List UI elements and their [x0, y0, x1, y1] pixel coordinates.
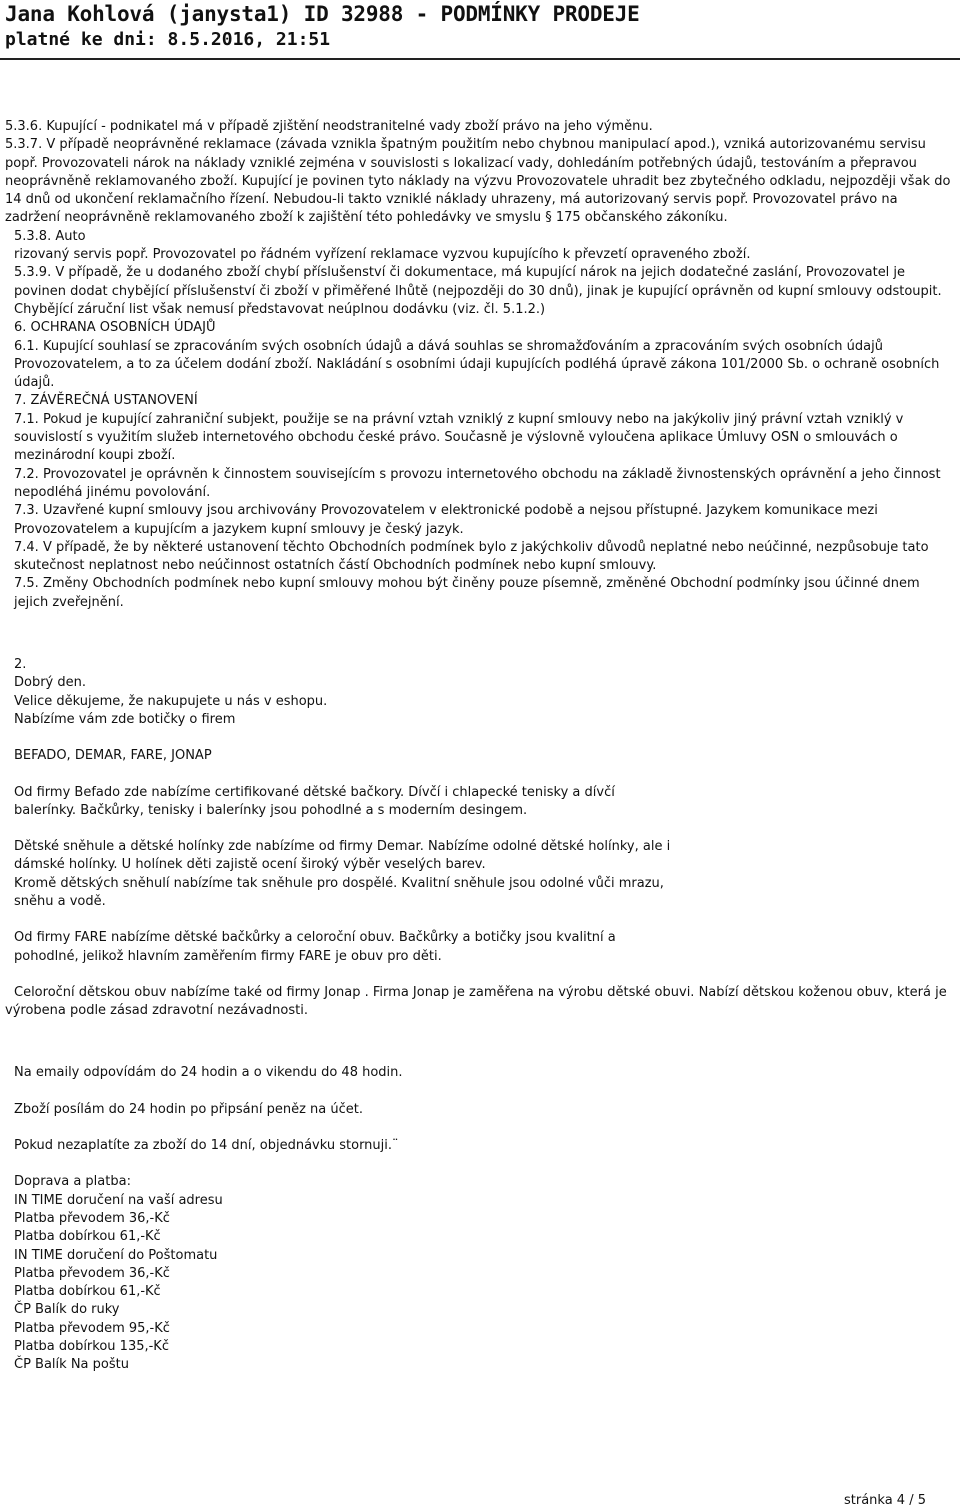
befado-paragraph: Od firmy Befado zde nabízíme certifikované dětské bačkory. Dívčí i chlapecké tenisky a dívčí balerínky. Bačkůrky, tenisky i balerínky jsou pohodlné a s moderním desingem.: [14, 784, 615, 818]
brands-line: BEFADO, DEMAR, FARE, JONAP: [14, 748, 212, 764]
delivery-item: Platba dobírkou 61,-Kč: [14, 1229, 161, 1245]
section-6-heading: 6. OCHRANA OSOBNÍCH ÚDAJŮ: [14, 320, 216, 336]
section-7-heading: 7. ZÁVĚREČNÁ USTANOVENÍ: [14, 393, 198, 409]
cancel-line: Pokud nezaplatíte za zboží do 14 dní, objednávku stornuji.¨: [14, 1138, 399, 1154]
section-2-number: 2.: [14, 657, 27, 673]
document-title: Jana Kohlová (janysta1) ID 32988 - PODMÍNKY PRODEJE: [5, 2, 640, 26]
delivery-item: ČP Balík do ruky: [14, 1302, 120, 1318]
document-body: [5, 118, 955, 1375]
delivery-item: Platba dobírkou 61,-Kč: [14, 1284, 161, 1300]
clause-5-3-8-text: rizovaný servis popř. Provozovatel po řádném vyřízení reklamace vyzvou kupujícího k převzetí opraveného zboží.: [14, 247, 751, 263]
clause-6-1: 6.1. Kupující souhlasí se zpracováním svých osobních údajů a dává souhlas se shromažďováním a zpracováním svých osobních údajů Provozovatelem, a to za účelem dodání zboží. Nakládání s osobními údaji kupujících podléhá úpravě zákona 101/2000 Sb. o ochraně osobních údajů.: [14, 338, 940, 391]
delivery-item: IN TIME doručení do Poštomatu: [14, 1247, 218, 1263]
emails-line: Na emaily odpovídám do 24 hodin a o vikendu do 48 hodin.: [14, 1065, 403, 1081]
delivery-item: Platba převodem 95,-Kč: [14, 1320, 170, 1336]
offer-line: Nabízíme vám zde botičky o firem: [14, 711, 236, 727]
spacer: [5, 612, 955, 656]
page-header: [0, 0, 960, 59]
clause-7-2: 7.2. Provozovatel je oprávněn k činnostem souvisejícím s provozu internetového obchodu na základě živnostenských oprávnění a jeho činnost nepodléhá jinému povolování.: [14, 466, 941, 500]
greeting: Dobrý den.: [14, 675, 87, 691]
document-date: platné ke dni: 8.5.2016, 21:51: [5, 29, 331, 50]
delivery-item: Platba převodem 36,-Kč: [14, 1210, 170, 1226]
seller-message: [5, 656, 955, 1375]
clause-7-5: 7.5. Změny Obchodních podmínek nebo kupní smlouvy mohou být činěny pouze písemně, změněné Obchodní podmínky jsou účinné dnem jejich zveřejnění.: [14, 576, 920, 610]
delivery-item: Platba dobírkou 135,-Kč: [14, 1339, 169, 1355]
clause-5-3-7: 5.3.7. V případě neoprávněné reklamace (závada vznikla špatným použitím nebo chybnou manipulací apod.), vzniká autorizovanému servisu popř. Provozovateli nárok na náklady vzniklé zejména v souvislosti s lokalizací vady, dohledáním potřebných údajů, testováním a přepravou neoprávněně reklamovaného zboží. Kupující je povinen tyto náklady na výzvu Provozovatele uhradit bez zbytečného odkladu, nejpozději však do 14 dnů od ukončení reklamačního řízení. Nebudou-li takto vzniklé náklady uhrazeny, má autorizovaný servis popř. Provozovatel právo na zadržení neoprávněně reklamovaného zboží k zajištění této pohledávky ve smyslu § 175 občanského zákoníku.: [5, 137, 951, 226]
shipping-line: Zboží posílám do 24 hodin po připsání peněz na účet.: [14, 1101, 364, 1117]
fare-paragraph: Od firmy FARE nabízíme dětské bačkůrky a celoroční obuv. Bačkůrky a botičky jsou kvalitní a pohodlné, jelikož hlavním zaměřením firmy FARE je obuv pro děti.: [14, 930, 616, 964]
jonap-paragraph: Celoroční dětskou obuv nabízíme také od firmy Jonap . Firma Jonap je zaměřena na výrobu dětské obuvi. Nabízí dětskou koženou obuv, která je výrobena podle zásad zdravotní nezávadnosti.: [5, 984, 947, 1019]
demar-paragraph-2: Kromě dětských sněhulí nabízíme tak sněhule pro dospělé. Kvalitní sněhule jsou odolné vůči mrazu, sněhu a vodě.: [14, 875, 664, 909]
thanks-line: Velice děkujeme, že nakupujete u nás v eshopu.: [14, 693, 328, 709]
demar-paragraph: Dětské sněhule a dětské holínky zde nabízíme od firmy Demar. Nabízíme odolné dětské holínky, ale i dámské holínky. U holínek děti zajistě ocení široký výběr veselých barev.: [14, 839, 671, 873]
clause-7-3: 7.3. Uzavřené kupní smlouvy jsou archivovány Provozovatelem v elektronické podobě a nejsou přístupné. Jazykem komunikace mezi Provozovatelem a kupujícím a jazykem kupní smlouvy je český jazyk.: [14, 503, 878, 537]
page-number: stránka 4 / 5: [843, 1493, 926, 1508]
clause-7-4: 7.4. V případě, že by některé ustanovení těchto Obchodních podmínek bylo z jakýchkoliv důvodů neplatné nebo neúčinné, nezpůsobuje tato skutečnost neplatnost nebo neúčinnost ostatních částí Obchodních podmínek nebo kupní smlouvy.: [14, 539, 929, 574]
header-divider: [0, 58, 960, 60]
delivery-title: Doprava a platba:: [14, 1174, 131, 1190]
clause-7-1: 7.1. Pokud je kupující zahraniční subjekt, použije se na právní vztah vzniklý z kupní smlouvy nebo na jakýkoliv jiný právní vztah vzniklý v souvislostí s využitím služeb internetového obchodu české právo. Současně je výslovně vyloučena aplikace Úmluvy OSN o smlouvách o mezinárodní koupi zboží.: [14, 411, 904, 464]
delivery-item: Platba převodem 36,-Kč: [14, 1265, 170, 1281]
clause-5-3-6: 5.3.6. Kupující - podnikatel má v případě zjištění neodstranitelné vady zboží právo na jeho výměnu.: [5, 119, 653, 134]
clause-5-3-8: 5.3.8. Auto: [14, 228, 86, 244]
delivery-item: IN TIME doručení na vaší adresu: [14, 1192, 223, 1208]
delivery-item: ČP Balík Na poštu: [14, 1357, 129, 1373]
clause-5-3-9: 5.3.9. V případě, že u dodaného zboží chybí příslušenství či dokumentace, má kupující nárok na jejich dodatečné zaslání, Provozovatel je povinen dodat chybějící příslušenství či zboží v přiměřené lhůtě (nejpozději do 30 dnů), jinak je kupující oprávněn od kupní smlouvy odstoupit. Chybějící záruční list však nemusí představovat neúplnou dodávku (viz. čl. 5.1.2.): [14, 265, 942, 317]
